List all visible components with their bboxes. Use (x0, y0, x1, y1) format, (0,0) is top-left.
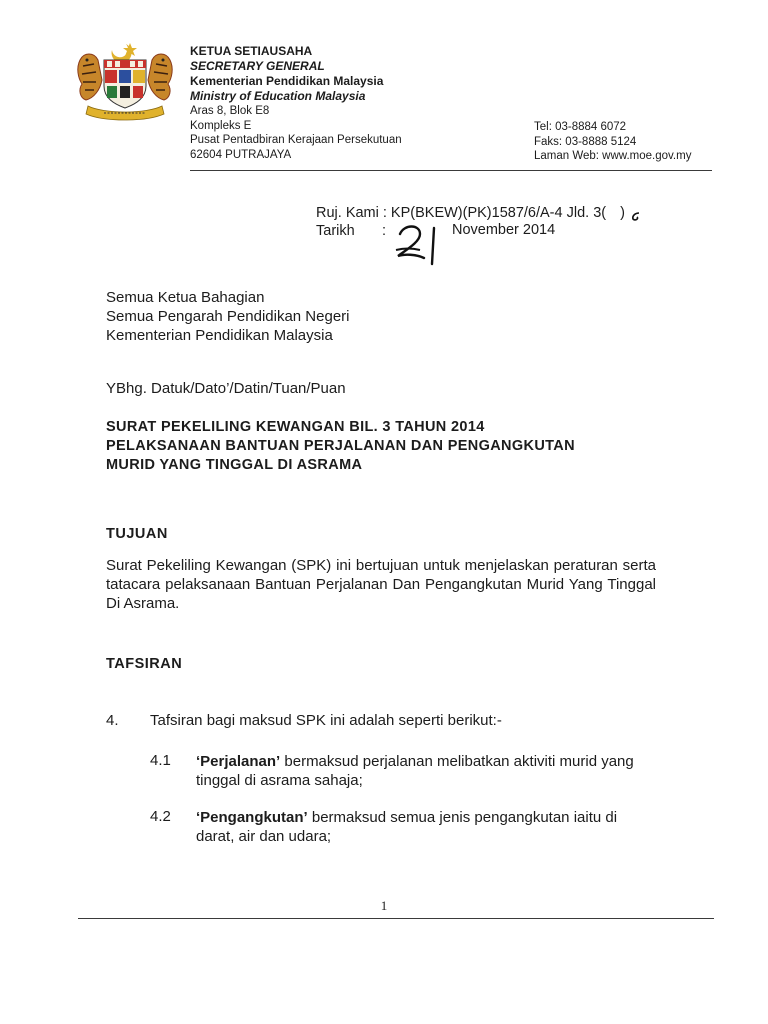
website: Laman Web: www.moe.gov.my (534, 150, 692, 162)
reference-number: Ruj. Kami : KP(BKEW)(PK)1587/6/A-4 Jld. 3( (316, 205, 607, 221)
section-heading-tujuan: TUJUAN (106, 526, 168, 542)
date-value: November 2014 (452, 222, 556, 238)
date-separator: : (382, 223, 387, 239)
recipients (106, 288, 350, 345)
header-divider (190, 170, 712, 171)
contact-block (534, 120, 691, 164)
coat-of-arms-icon (74, 40, 176, 122)
org-title-ms: KETUA SETIAUSAHA (190, 44, 313, 58)
paragraph-number: 4. (106, 712, 119, 729)
footer-divider (78, 918, 714, 919)
ministry-ms: Kementerian Pendidikan Malaysia (190, 74, 384, 88)
address-line: Pusat Pentadbiran Kerajaan Persekutuan (190, 134, 402, 146)
address-line: Aras 8, Blok E8 (190, 105, 270, 117)
definition-text: bermaksud perjalanan melibatkan aktiviti murid yang tinggal di asrama sahaja; (196, 753, 634, 789)
page-number: 1 (380, 898, 388, 913)
handwritten-mark (606, 204, 620, 222)
recipient-line: Semua Pengarah Pendidikan Negeri (106, 308, 350, 325)
ministry-en: Ministry of Education Malaysia (190, 89, 366, 103)
subparagraph-text (196, 752, 658, 790)
title-line: SURAT PEKELILING KEWANGAN BIL. 3 TAHUN 2014 (106, 419, 485, 435)
subparagraph-number: 4.1 (150, 752, 171, 769)
definition-term: ‘Perjalanan’ (196, 753, 281, 770)
tel: Tel: 03-8884 6072 (534, 121, 627, 133)
address-line: 62604 PUTRAJAYA (190, 148, 292, 161)
paragraph-text: Tafsiran bagi maksud SPK ini adalah seperti berikut:- (150, 712, 502, 729)
subparagraph-number: 4.2 (150, 808, 171, 825)
tujuan-paragraph: Surat Pekeliling Kewangan (SPK) ini bertujuan untuk menjelaskan peraturan serta tatacara pelaksanaan Bantuan Perjalanan Dan Pengangkutan Murid Yang Tinggal Di Asrama. (106, 557, 656, 612)
salutation: YBhg. Datuk/Dato’/Datin/Tuan/Puan (106, 380, 346, 397)
address-line: Kompleks E (190, 119, 252, 132)
letterhead (190, 44, 402, 162)
subparagraph-text (196, 808, 658, 846)
title-line: MURID YANG TINGGAL DI ASRAMA (106, 457, 363, 473)
definition-term: ‘Pengangkutan’ (196, 809, 308, 826)
title-line: PELAKSANAAN BANTUAN PERJALANAN DAN PENGANGKUTAN (106, 438, 575, 454)
section-heading-tafsiran: TAFSIRAN (106, 656, 183, 672)
definition-text: bermaksud semua jenis pengangkutan iaitu di darat, air dan udara; (196, 809, 618, 845)
recipient-line: Kementerian Pendidikan Malaysia (106, 327, 333, 344)
org-title-en: SECRETARY GENERAL (190, 59, 325, 73)
date-label: Tarikh (316, 223, 355, 239)
recipient-line: Semua Ketua Bahagian (106, 289, 265, 306)
circular-title (106, 418, 658, 475)
handwritten-day-icon (390, 220, 450, 268)
handwritten-digit-icon (630, 212, 642, 222)
fax: Faks: 03-8888 5124 (534, 135, 637, 148)
reference-close: ) (620, 205, 625, 221)
